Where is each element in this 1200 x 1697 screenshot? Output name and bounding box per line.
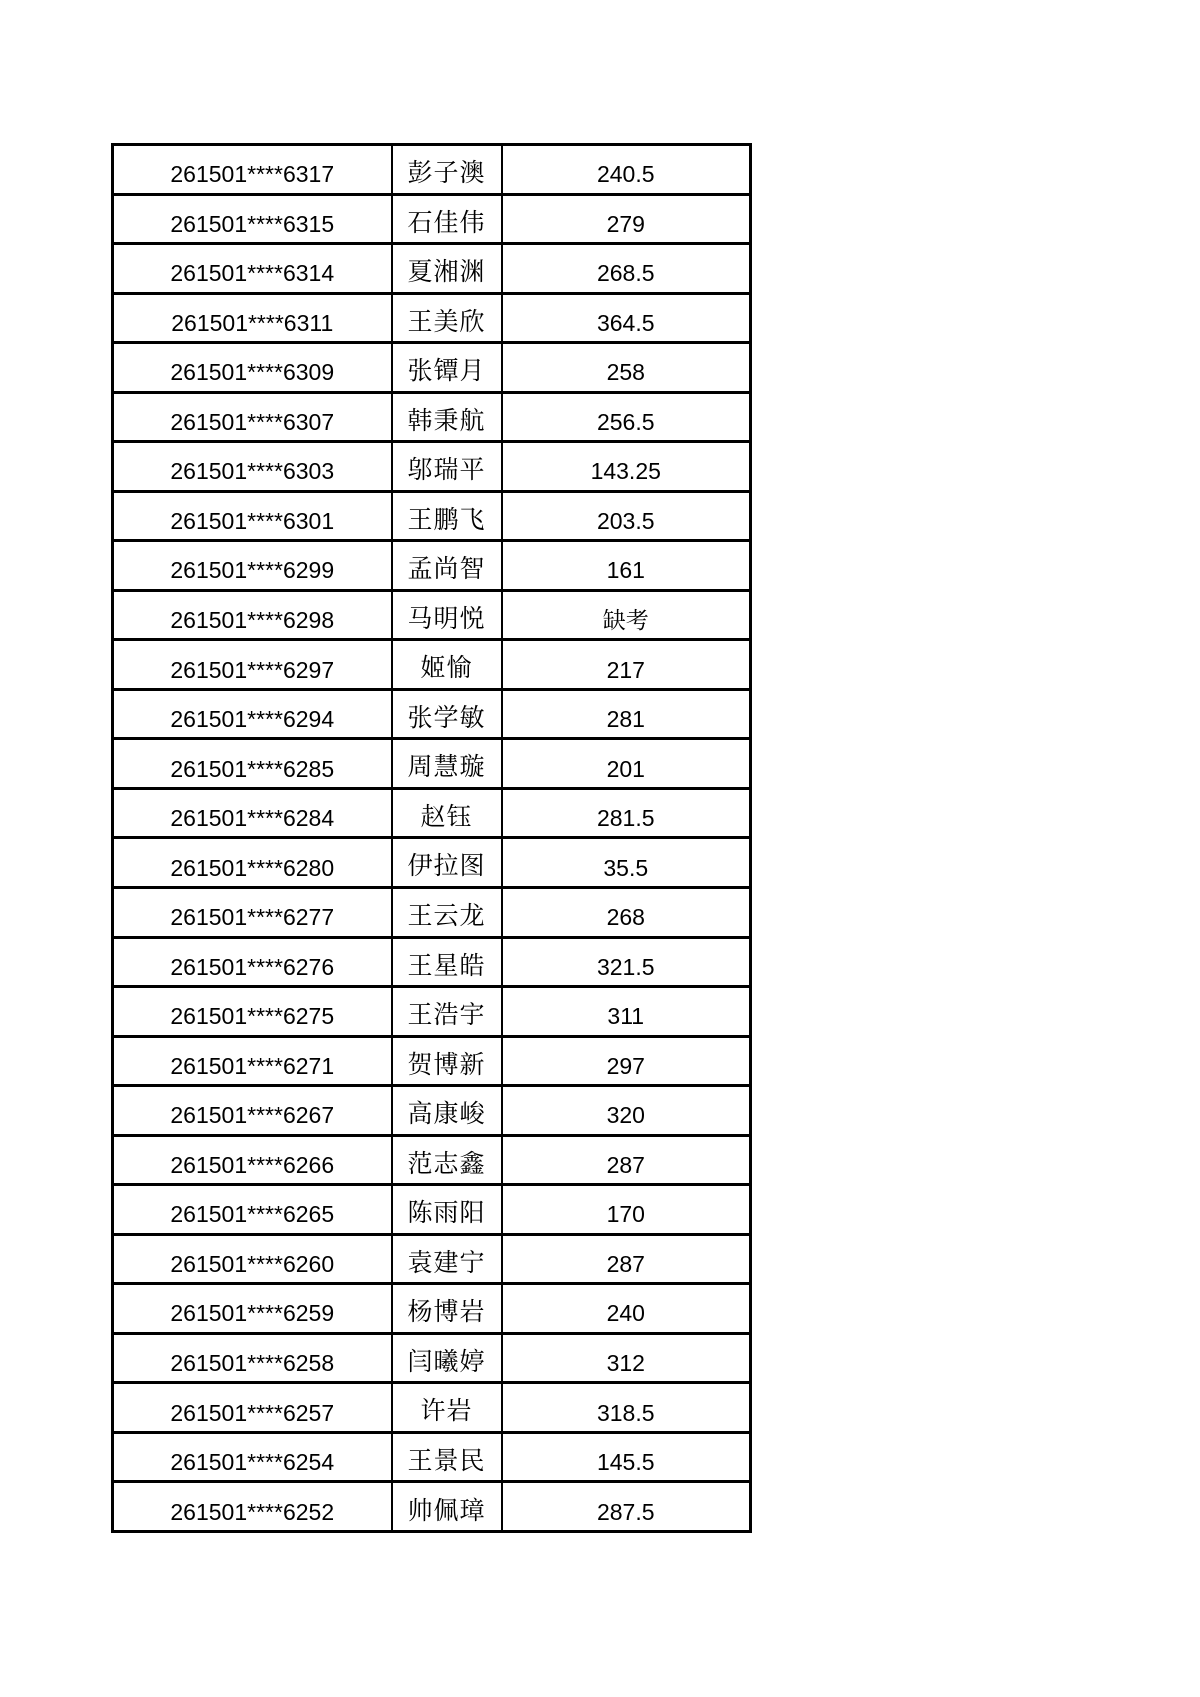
score-cell: 258: [502, 343, 751, 393]
table-row: [113, 590, 751, 640]
score-cell: 287: [502, 1135, 751, 1185]
id-cell: 261501****6285: [113, 739, 392, 789]
table-row: [113, 541, 751, 591]
id-cell: 261501****6252: [113, 1482, 392, 1532]
id-cell: 261501****6266: [113, 1135, 392, 1185]
score-cell: 35.5: [502, 838, 751, 888]
name-cell: 高康峻: [392, 1086, 502, 1136]
id-cell: 261501****6257: [113, 1383, 392, 1433]
id-cell: 261501****6317: [113, 145, 392, 195]
score-cell: 312: [502, 1333, 751, 1383]
score-cell: 321.5: [502, 937, 751, 987]
score-table: [111, 143, 752, 1533]
score-cell: 203.5: [502, 491, 751, 541]
score-cell: 297: [502, 1036, 751, 1086]
name-cell: 石佳伟: [392, 194, 502, 244]
name-cell: 周慧璇: [392, 739, 502, 789]
table-row: [113, 887, 751, 937]
name-cell: 伊拉图: [392, 838, 502, 888]
score-cell: 364.5: [502, 293, 751, 343]
score-cell: 143.25: [502, 442, 751, 492]
score-cell: 217: [502, 640, 751, 690]
table-row: [113, 244, 751, 294]
name-cell: 范志鑫: [392, 1135, 502, 1185]
table-row: [113, 1482, 751, 1532]
table-row: [113, 1086, 751, 1136]
id-cell: 261501****6277: [113, 887, 392, 937]
id-cell: 261501****6284: [113, 788, 392, 838]
name-cell: 闫曦婷: [392, 1333, 502, 1383]
score-cell: 320: [502, 1086, 751, 1136]
id-cell: 261501****6294: [113, 689, 392, 739]
table-row: [113, 838, 751, 888]
score-cell: 201: [502, 739, 751, 789]
score-cell: 170: [502, 1185, 751, 1235]
score-table-body: [113, 145, 751, 1532]
score-cell: 256.5: [502, 392, 751, 442]
table-row: [113, 1432, 751, 1482]
table-row: [113, 640, 751, 690]
score-cell: 145.5: [502, 1432, 751, 1482]
id-cell: 261501****6314: [113, 244, 392, 294]
table-row: [113, 442, 751, 492]
score-cell: 287: [502, 1234, 751, 1284]
name-cell: 王鹏飞: [392, 491, 502, 541]
score-cell: 281: [502, 689, 751, 739]
table-row: [113, 937, 751, 987]
id-cell: 261501****6265: [113, 1185, 392, 1235]
name-cell: 王浩宇: [392, 987, 502, 1037]
table-row: [113, 293, 751, 343]
table-row: [113, 145, 751, 195]
id-cell: 261501****6280: [113, 838, 392, 888]
name-cell: 邬瑞平: [392, 442, 502, 492]
score-cell: 240: [502, 1284, 751, 1334]
name-cell: 张镡月: [392, 343, 502, 393]
name-cell: 彭子澳: [392, 145, 502, 195]
name-cell: 帅佩璋: [392, 1482, 502, 1532]
id-cell: 261501****6303: [113, 442, 392, 492]
table-row: [113, 1383, 751, 1433]
table-row: [113, 194, 751, 244]
name-cell: 贺博新: [392, 1036, 502, 1086]
name-cell: 王星皓: [392, 937, 502, 987]
table-row: [113, 1234, 751, 1284]
table-row: [113, 1185, 751, 1235]
name-cell: 陈雨阳: [392, 1185, 502, 1235]
name-cell: 韩秉航: [392, 392, 502, 442]
table-row: [113, 1284, 751, 1334]
table-row: [113, 739, 751, 789]
table-row: [113, 1036, 751, 1086]
id-cell: 261501****6307: [113, 392, 392, 442]
score-cell: 311: [502, 987, 751, 1037]
name-cell: 王美欣: [392, 293, 502, 343]
id-cell: 261501****6258: [113, 1333, 392, 1383]
id-cell: 261501****6271: [113, 1036, 392, 1086]
name-cell: 马明悦: [392, 590, 502, 640]
table-row: [113, 491, 751, 541]
id-cell: 261501****6267: [113, 1086, 392, 1136]
name-cell: 王景民: [392, 1432, 502, 1482]
table-row: [113, 987, 751, 1037]
table-row: [113, 1333, 751, 1383]
id-cell: 261501****6259: [113, 1284, 392, 1334]
id-cell: 261501****6315: [113, 194, 392, 244]
score-cell: 318.5: [502, 1383, 751, 1433]
name-cell: 姬愉: [392, 640, 502, 690]
name-cell: 王云龙: [392, 887, 502, 937]
score-cell: 281.5: [502, 788, 751, 838]
name-cell: 许岩: [392, 1383, 502, 1433]
score-cell: 161: [502, 541, 751, 591]
id-cell: 261501****6309: [113, 343, 392, 393]
id-cell: 261501****6298: [113, 590, 392, 640]
name-cell: 张学敏: [392, 689, 502, 739]
name-cell: 孟尚智: [392, 541, 502, 591]
table-row: [113, 788, 751, 838]
score-cell: 287.5: [502, 1482, 751, 1532]
id-cell: 261501****6299: [113, 541, 392, 591]
score-cell: 240.5: [502, 145, 751, 195]
id-cell: 261501****6301: [113, 491, 392, 541]
id-cell: 261501****6311: [113, 293, 392, 343]
id-cell: 261501****6297: [113, 640, 392, 690]
name-cell: 赵钰: [392, 788, 502, 838]
id-cell: 261501****6275: [113, 987, 392, 1037]
score-cell: 279: [502, 194, 751, 244]
id-cell: 261501****6260: [113, 1234, 392, 1284]
table-row: [113, 689, 751, 739]
table-row: [113, 392, 751, 442]
score-cell: 268.5: [502, 244, 751, 294]
name-cell: 袁建宁: [392, 1234, 502, 1284]
table-row: [113, 1135, 751, 1185]
name-cell: 夏湘渊: [392, 244, 502, 294]
score-cell: 268: [502, 887, 751, 937]
table-row: [113, 343, 751, 393]
id-cell: 261501****6276: [113, 937, 392, 987]
score-cell: 缺考: [502, 590, 751, 640]
name-cell: 杨博岩: [392, 1284, 502, 1334]
id-cell: 261501****6254: [113, 1432, 392, 1482]
